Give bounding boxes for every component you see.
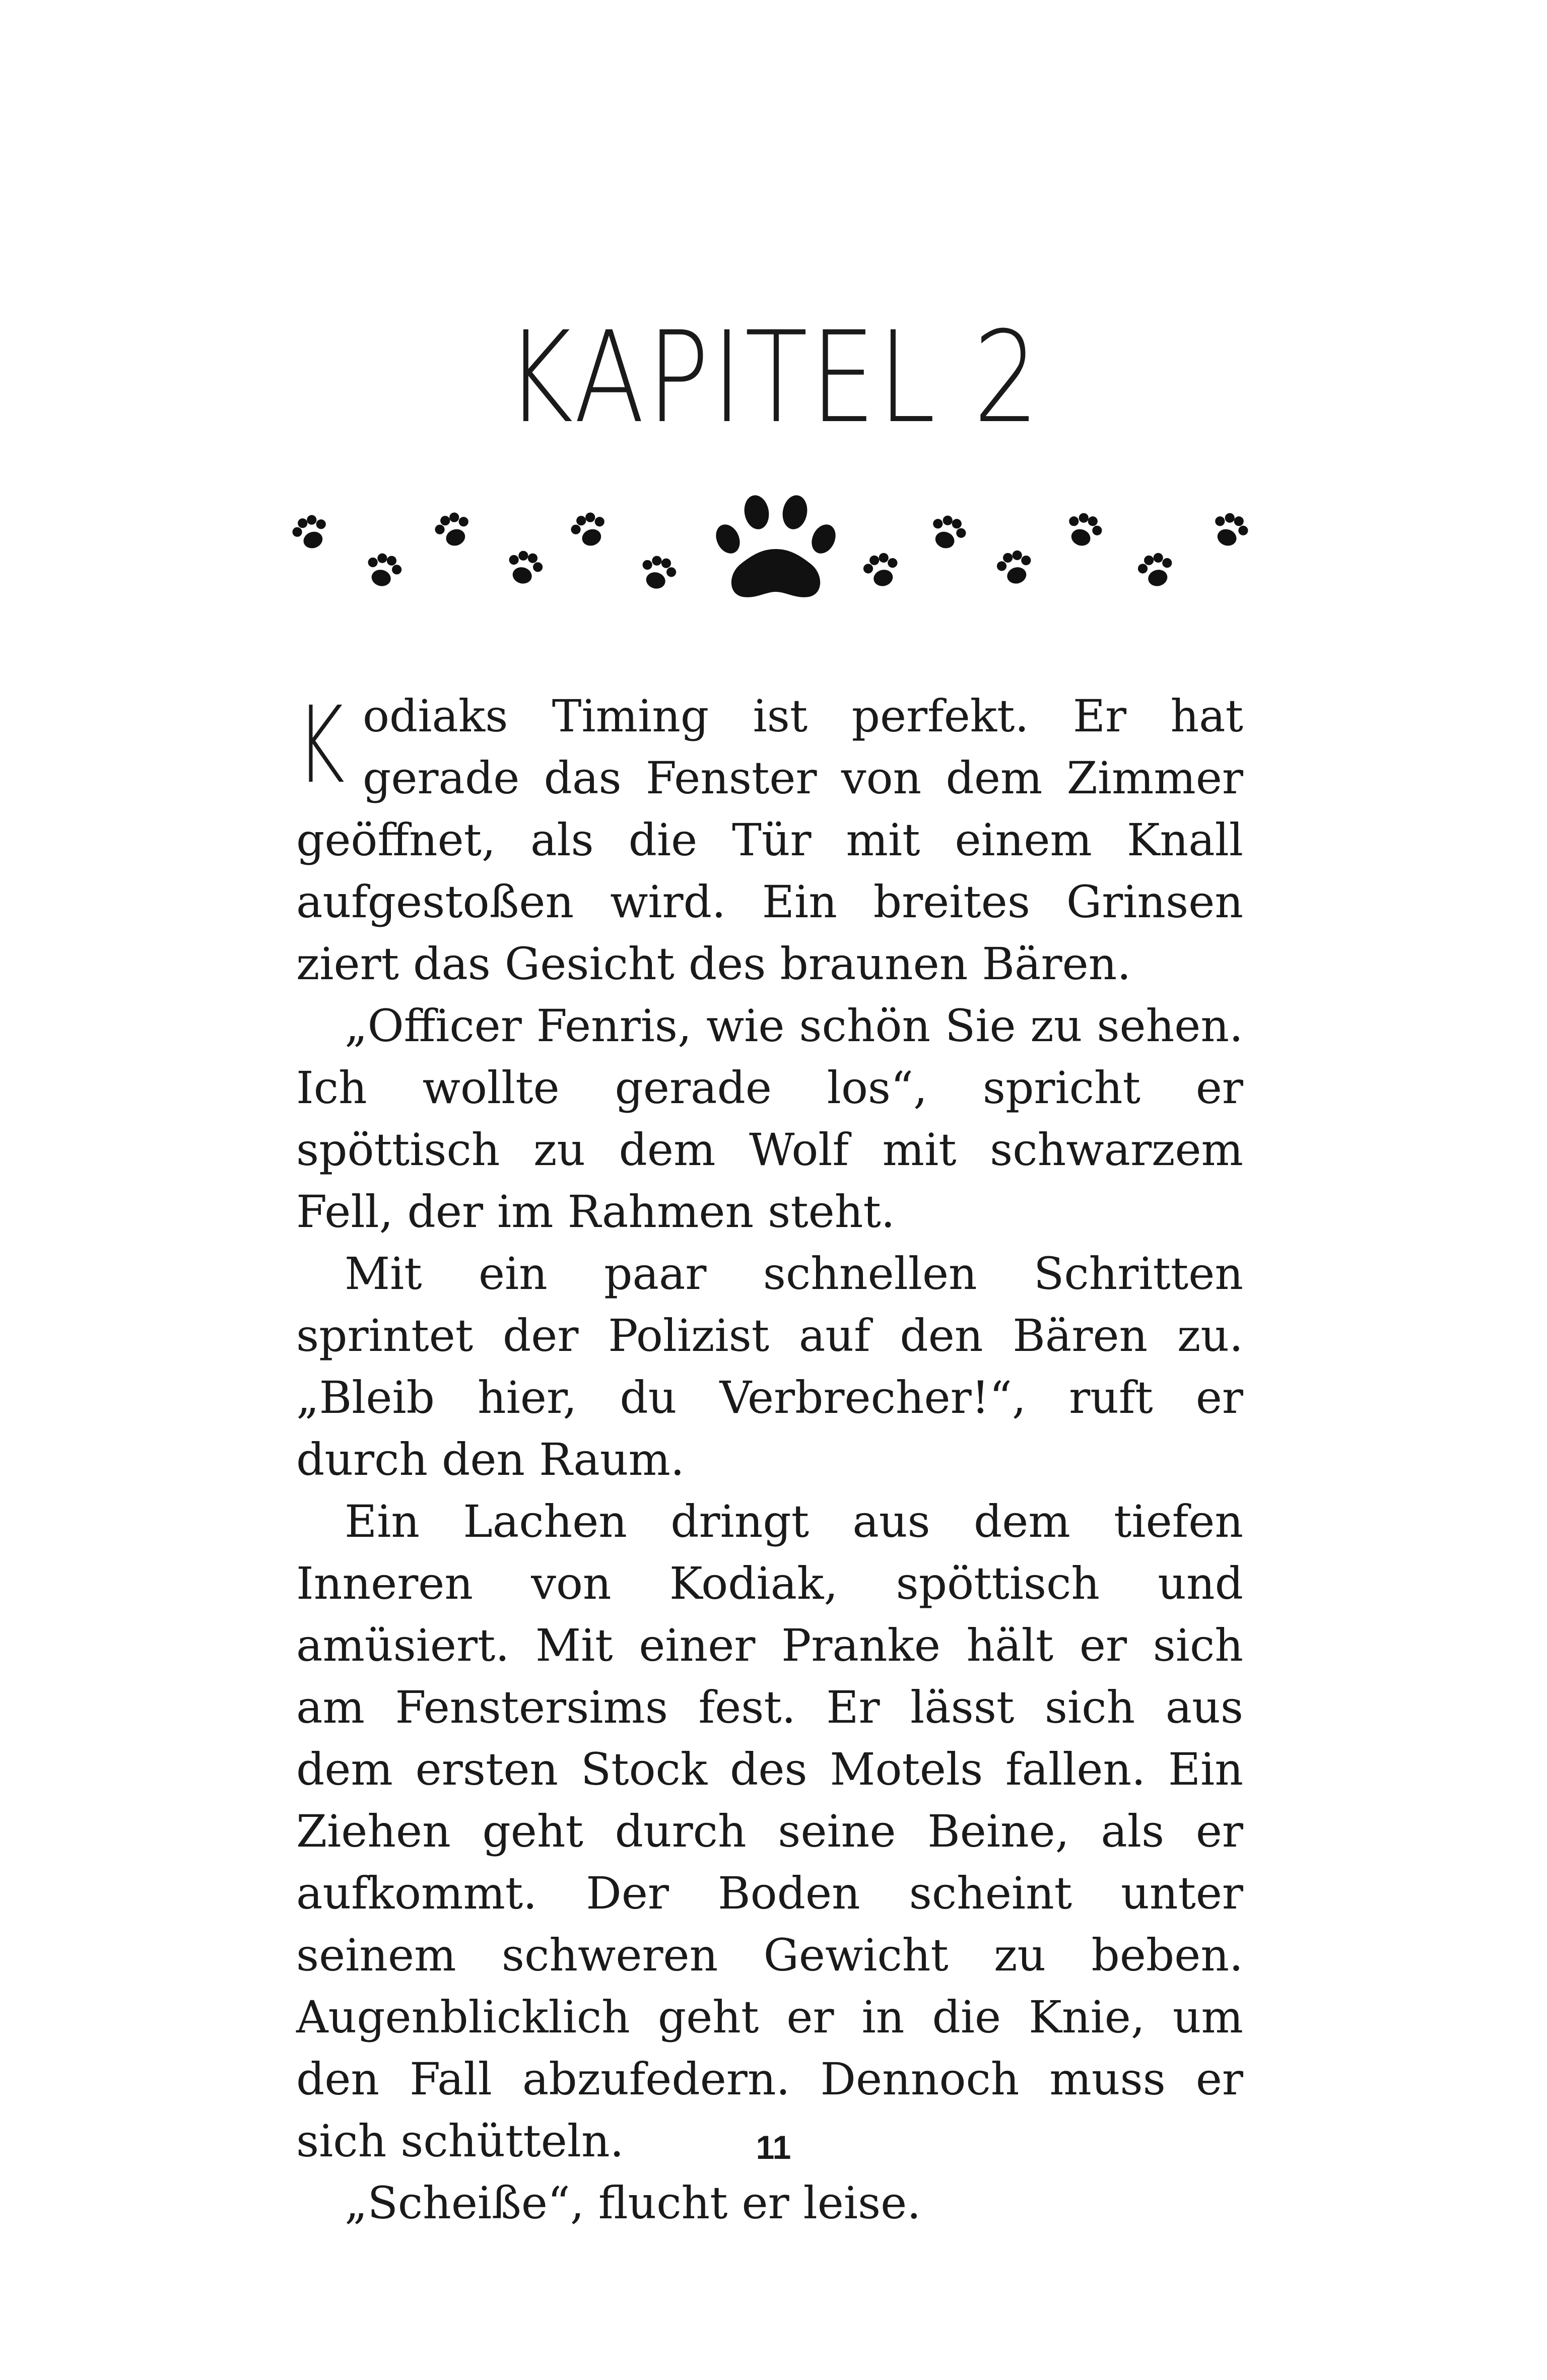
small-paw-icon	[363, 550, 405, 590]
page-number: 11	[756, 2129, 791, 2166]
drop-cap: K	[296, 684, 345, 807]
small-paw-icon	[431, 509, 475, 551]
paragraph-2: „Officer Fenris, wie schön Sie zu sehen. Ich wollte gerade los“, spricht er spöttisch zu dem Wolf mit schwarzem Fell, der im Rahmen steht.	[296, 1000, 1243, 1238]
paragraph-5: „Scheiße“, flucht er leise.	[345, 2177, 921, 2229]
chapter-title: KAPITEL 2	[505, 304, 1042, 451]
small-paw-icon	[994, 548, 1036, 588]
small-paw-icon	[1135, 550, 1177, 590]
small-paw-icon	[567, 509, 611, 551]
paragraph-1	[296, 685, 1243, 995]
large-paw-icon	[711, 493, 840, 597]
paragraph-3: Mit ein paar schnellen Schritten sprintet der Polizist auf den Bären zu. „Bleib hier, du Verbrecher!“, ruft er durch den Raum.	[296, 1248, 1243, 1485]
small-paw-icon	[1208, 509, 1252, 551]
small-paw-icon	[1062, 509, 1106, 551]
small-paw-icon	[860, 550, 902, 590]
small-paw-icon	[637, 553, 679, 593]
chapter-body	[296, 685, 1243, 2234]
small-paw-icon	[289, 511, 332, 554]
paw-print-ornament	[282, 484, 1269, 635]
small-paw-icon	[504, 548, 546, 588]
paragraph-1-text: odiaks Timing ist perfekt. Er hat gerade das Fenster von dem Zimmer geöffnet, als die Tür mit einem Knall aufgestoßen wird. Ein breites Grinsen ziert das Gesicht des braunen Bären.	[296, 690, 1243, 990]
small-paw-icon	[926, 511, 970, 554]
paragraph-4: Ein Lachen dringt aus dem tiefen Inneren von Kodiak, spöttisch und amüsiert. Mit einer Pranke hält er sich am Fenstersims fest. Er lässt sich aus dem ersten Stock des Motels fallen. Ein Ziehen geht durch seine Beine, als er aufkommt. Der Boden scheint unter seinem schweren Gewicht zu beben. Augenblicklich geht er in die Knie, um den Fall abzufedern. Dennoch muss er sich schütteln.	[296, 1495, 1243, 2167]
